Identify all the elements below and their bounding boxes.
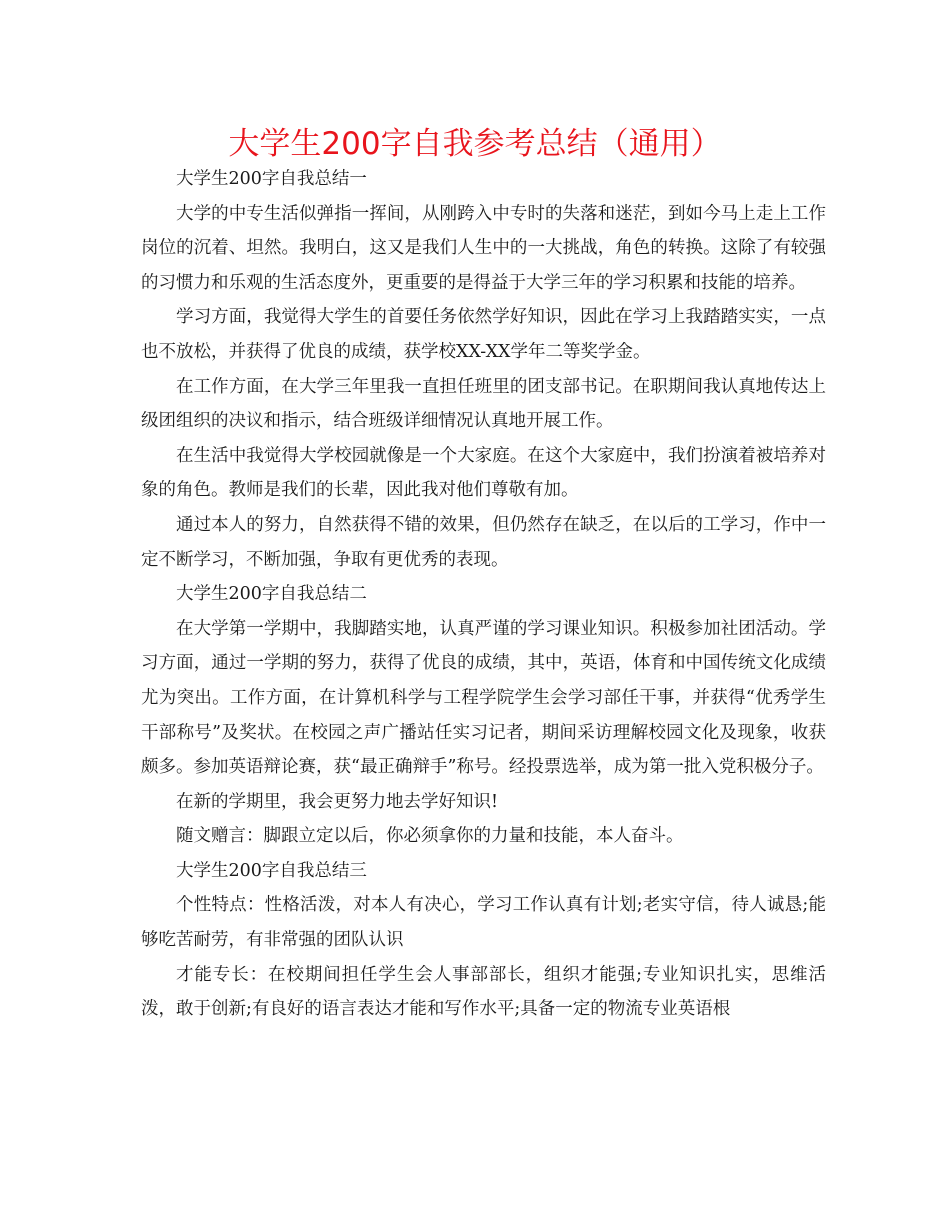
section-heading-2: 大学生200字自我总结二: [176, 584, 367, 605]
section-heading-1: 大学生200字自我总结一: [176, 169, 367, 189]
paragraph: 个性特点：性格活泼，对本人有决心，学习工作认真有计划;老实守信，待人诚恳;能够吃苦耐劳，有非常强的团队认识: [141, 895, 826, 951]
paragraph: 才能专长：在校期间担任学生会人事部部长，组织才能强;专业知识扎实，思维活泼，敢于创新;有良好的语言表达才能和写作水平;具备一定的物流专业英语根: [141, 964, 826, 1020]
paragraph: 在生活中我觉得大学校园就像是一个大家庭。在这个大家庭中，我们扮演着被培养对象的角色。教师是我们的长辈，因此我对他们尊敬有加。: [141, 445, 826, 501]
paragraph: 大学的中专生活似弹指一挥间，从刚跨入中专时的失落和迷茫，到如今马上走上工作岗位的沉着、坦然。我明白，这又是我们人生中的一大挑战，角色的转换。这除了有较强的习惯力和乐观的生活态度外，更重要的是得益于大学三年的学习积累和技能的培养。: [141, 203, 826, 293]
paragraph: 在新的学期里，我会更努力地去学好知识!: [176, 791, 499, 812]
paragraph: 通过本人的努力，自然获得不错的效果，但仍然存在缺乏，在以后的工学习，作中一定不断学习，不断加强，争取有更优秀的表现。: [141, 514, 826, 570]
paragraph: 在工作方面，在大学三年里我一直担任班里的团支部书记。在职期间我认真地传达上级团组织的决议和指示，结合班级详细情况认真地开展工作。: [141, 376, 826, 432]
paragraph: 学习方面，我觉得大学生的首要任务依然学好知识，因此在学习上我踏踏实实，一点也不放松，并获得了优良的成绩，获学校XX-XX学年二等奖学金。: [141, 307, 826, 362]
document-title: 大学生200字自我参考总结（通用）: [228, 126, 722, 162]
paragraph: 随文赠言：脚跟立定以后，你必须拿你的力量和技能，本人奋斗。: [176, 826, 684, 847]
paragraph: 在大学第一学期中，我脚踏实地，认真严谨的学习课业知识。积极参加社团活动。学习方面，通过一学期的努力，获得了优良的成绩，其中，英语，体育和中国传统文化成绩尤为突出。工作方面，在计算机科学与工程学院学生会学习部任干事，并获得“优秀学生干部称号”及奖状。在校园之声广播站任实习记者，期间采访理解校园文化及现象，收获颇多。参加英语辩论赛，获“最正确辩手”称号。经投票选举，成为第一批入党积极分子。: [141, 618, 826, 778]
section-heading-3: 大学生200字自我总结三: [176, 860, 367, 881]
document-body: [141, 162, 826, 1027]
